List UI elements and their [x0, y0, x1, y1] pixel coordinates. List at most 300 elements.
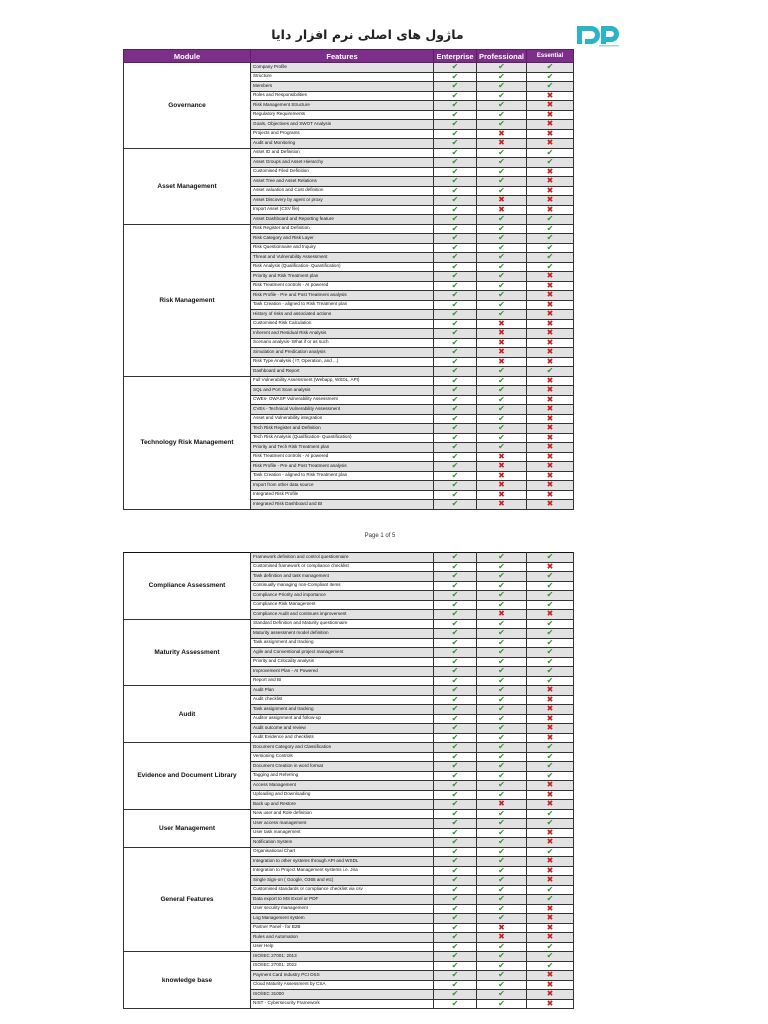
- enterprise-check-icon: ✔: [434, 424, 477, 434]
- essential-cross-icon: ✖: [527, 120, 574, 130]
- feature-name: Task assignment and tracking: [251, 638, 434, 648]
- enterprise-check-icon: ✔: [434, 129, 477, 139]
- page-number: Page 1 of 5: [364, 533, 396, 539]
- essential-cross-icon: ✖: [527, 686, 574, 696]
- enterprise-check-icon: ✔: [434, 828, 477, 838]
- professional-cross-icon: ✖: [477, 923, 527, 933]
- enterprise-column-header: Enterprise: [434, 50, 477, 63]
- professional-cross-icon: ✖: [477, 500, 527, 510]
- feature-name: Customised standards or compliance checklist via csv: [251, 885, 434, 895]
- feature-name: Priority and Criticality analysis: [251, 657, 434, 667]
- essential-check-icon: ✔: [527, 819, 574, 829]
- document-title: ماژول های اصلی نرم افزار دایا: [271, 27, 464, 42]
- feature-name: Task assignment and tracking: [251, 705, 434, 715]
- essential-check-icon: ✔: [527, 895, 574, 905]
- essential-check-icon: ✔: [527, 809, 574, 819]
- professional-check-icon: ✔: [477, 781, 527, 791]
- feature-name: Risk Treatment controls - AI powered: [251, 281, 434, 291]
- enterprise-check-icon: ✔: [434, 942, 477, 952]
- essential-cross-icon: ✖: [527, 876, 574, 886]
- feature-name: Continually managing non-Compliant items: [251, 581, 434, 591]
- feature-name: History of risks and associated actions: [251, 310, 434, 320]
- essential-check-icon: ✔: [527, 752, 574, 762]
- enterprise-check-icon: ✔: [434, 990, 477, 1000]
- essential-check-icon: ✔: [527, 148, 574, 158]
- essential-cross-icon: ✖: [527, 999, 574, 1009]
- feature-name: Log Management system: [251, 914, 434, 924]
- enterprise-check-icon: ✔: [434, 405, 477, 415]
- enterprise-check-icon: ✔: [434, 224, 477, 234]
- feature-name: Risk Register and Definition: [251, 224, 434, 234]
- feature-name: Payment Card Industry PCI DSS: [251, 971, 434, 981]
- professional-check-icon: ✔: [477, 695, 527, 705]
- essential-cross-icon: ✖: [527, 781, 574, 791]
- professional-check-icon: ✔: [477, 253, 527, 263]
- professional-check-icon: ✔: [477, 395, 527, 405]
- enterprise-check-icon: ✔: [434, 291, 477, 301]
- professional-cross-icon: ✖: [477, 800, 527, 810]
- professional-cross-icon: ✖: [477, 462, 527, 472]
- feature-name: Framework definition and control questionnaire: [251, 553, 434, 563]
- module-name: Compliance Assessment: [124, 553, 251, 620]
- feature-name: Priority and Risk Treatment plan: [251, 272, 434, 282]
- essential-cross-icon: ✖: [527, 272, 574, 282]
- professional-check-icon: ✔: [477, 971, 527, 981]
- feature-name: Risk Profile - Pre and Post Treatment analysis: [251, 462, 434, 472]
- enterprise-check-icon: ✔: [434, 762, 477, 772]
- professional-check-icon: ✔: [477, 591, 527, 601]
- essential-check-icon: ✔: [527, 743, 574, 753]
- enterprise-check-icon: ✔: [434, 243, 477, 253]
- enterprise-check-icon: ✔: [434, 771, 477, 781]
- professional-check-icon: ✔: [477, 110, 527, 120]
- module-name: Technology Risk Management: [124, 376, 251, 509]
- professional-check-icon: ✔: [477, 414, 527, 424]
- professional-check-icon: ✔: [477, 914, 527, 924]
- professional-check-icon: ✔: [477, 148, 527, 158]
- essential-check-icon: ✔: [527, 224, 574, 234]
- feature-name: Customised framework or compliance checklist: [251, 562, 434, 572]
- logo-p-shape: [601, 26, 619, 44]
- essential-check-icon: ✔: [527, 638, 574, 648]
- feature-name: Document Category and Classification: [251, 743, 434, 753]
- feature-name: Risk Analysis (Qualification- Quantification): [251, 262, 434, 272]
- feature-row: [124, 553, 574, 563]
- enterprise-check-icon: ✔: [434, 847, 477, 857]
- feature-name: Integration to Project Management systems i.e. Jira: [251, 866, 434, 876]
- feature-name: Integrated Risk Dashboard and BI: [251, 500, 434, 510]
- essential-check-icon: ✔: [527, 262, 574, 272]
- feature-name: Uploading and Downloading: [251, 790, 434, 800]
- enterprise-check-icon: ✔: [434, 348, 477, 358]
- professional-check-icon: ✔: [477, 272, 527, 282]
- feature-name: New user and Role definition: [251, 809, 434, 819]
- feature-row: [124, 952, 574, 962]
- professional-cross-icon: ✖: [477, 357, 527, 367]
- enterprise-check-icon: ✔: [434, 999, 477, 1009]
- enterprise-check-icon: ✔: [434, 319, 477, 329]
- essential-cross-icon: ✖: [527, 281, 574, 291]
- essential-cross-icon: ✖: [527, 500, 574, 510]
- feature-name: Risk Category and Risk Layer: [251, 234, 434, 244]
- professional-check-icon: ✔: [477, 819, 527, 829]
- professional-cross-icon: ✖: [477, 452, 527, 462]
- professional-check-icon: ✔: [477, 386, 527, 396]
- essential-cross-icon: ✖: [527, 562, 574, 572]
- feature-name: Asset Tree and Asset Relations: [251, 177, 434, 187]
- professional-check-icon: ✔: [477, 63, 527, 73]
- enterprise-check-icon: ✔: [434, 91, 477, 101]
- professional-check-icon: ✔: [477, 553, 527, 563]
- feature-name: Asset valuation and Cost definition: [251, 186, 434, 196]
- professional-cross-icon: ✖: [477, 205, 527, 215]
- feature-name: Organisational Chart: [251, 847, 434, 857]
- essential-cross-icon: ✖: [527, 110, 574, 120]
- essential-cross-icon: ✖: [527, 452, 574, 462]
- enterprise-check-icon: ✔: [434, 281, 477, 291]
- essential-check-icon: ✔: [527, 581, 574, 591]
- feature-name: Compliance Risk Management: [251, 600, 434, 610]
- essential-check-icon: ✔: [527, 942, 574, 952]
- essential-cross-icon: ✖: [527, 800, 574, 810]
- professional-check-icon: ✔: [477, 443, 527, 453]
- professional-cross-icon: ✖: [477, 490, 527, 500]
- enterprise-check-icon: ✔: [434, 733, 477, 743]
- essential-check-icon: ✔: [527, 234, 574, 244]
- feature-name: Improvement Plan - AI Powered: [251, 667, 434, 677]
- enterprise-check-icon: ✔: [434, 667, 477, 677]
- enterprise-check-icon: ✔: [434, 63, 477, 73]
- enterprise-check-icon: ✔: [434, 262, 477, 272]
- professional-check-icon: ✔: [477, 743, 527, 753]
- professional-cross-icon: ✖: [477, 196, 527, 206]
- module-name: Evidence and Document Library: [124, 743, 251, 810]
- feature-name: Tech Risk Register and Definition: [251, 424, 434, 434]
- professional-check-icon: ✔: [477, 234, 527, 244]
- essential-cross-icon: ✖: [527, 714, 574, 724]
- feature-name: Customised Risk Calculation: [251, 319, 434, 329]
- professional-check-icon: ✔: [477, 562, 527, 572]
- feature-name: CVEs - Technical Vulnerability Assessment: [251, 405, 434, 415]
- essential-cross-icon: ✖: [527, 167, 574, 177]
- enterprise-check-icon: ✔: [434, 158, 477, 168]
- enterprise-check-icon: ✔: [434, 234, 477, 244]
- feature-row: [124, 686, 574, 696]
- enterprise-check-icon: ✔: [434, 329, 477, 339]
- professional-check-icon: ✔: [477, 809, 527, 819]
- essential-cross-icon: ✖: [527, 857, 574, 867]
- essential-check-icon: ✔: [527, 961, 574, 971]
- module-name: Asset Management: [124, 148, 251, 224]
- essential-cross-icon: ✖: [527, 904, 574, 914]
- feature-name: Full Vulnerability Assessment (Webapp, WSDL, API): [251, 376, 434, 386]
- essential-cross-icon: ✖: [527, 705, 574, 715]
- enterprise-check-icon: ✔: [434, 110, 477, 120]
- enterprise-check-icon: ✔: [434, 120, 477, 130]
- enterprise-check-icon: ✔: [434, 500, 477, 510]
- module-name: Risk Management: [124, 224, 251, 376]
- professional-check-icon: ✔: [477, 724, 527, 734]
- feature-name: Task Creation - aligned to Risk Treatment plan: [251, 471, 434, 481]
- essential-cross-icon: ✖: [527, 338, 574, 348]
- enterprise-check-icon: ✔: [434, 800, 477, 810]
- feature-table-page-1: [123, 49, 574, 510]
- enterprise-check-icon: ✔: [434, 72, 477, 82]
- essential-cross-icon: ✖: [527, 357, 574, 367]
- essential-check-icon: ✔: [527, 847, 574, 857]
- feature-name: Asset Discovery by agent or proxy: [251, 196, 434, 206]
- enterprise-check-icon: ✔: [434, 705, 477, 715]
- feature-name: Risk Management Structure: [251, 101, 434, 111]
- feature-name: CWEs- OWASP Vulnerability Assessment: [251, 395, 434, 405]
- enterprise-check-icon: ✔: [434, 376, 477, 386]
- professional-cross-icon: ✖: [477, 610, 527, 620]
- feature-name: Simulation and Predication analysis: [251, 348, 434, 358]
- feature-row: [124, 63, 574, 73]
- enterprise-check-icon: ✔: [434, 139, 477, 149]
- professional-column-header: Professional: [477, 50, 527, 63]
- professional-check-icon: ✔: [477, 310, 527, 320]
- professional-check-icon: ✔: [477, 433, 527, 443]
- essential-cross-icon: ✖: [527, 101, 574, 111]
- essential-check-icon: ✔: [527, 72, 574, 82]
- enterprise-check-icon: ✔: [434, 895, 477, 905]
- enterprise-check-icon: ✔: [434, 272, 477, 282]
- professional-cross-icon: ✖: [477, 348, 527, 358]
- professional-check-icon: ✔: [477, 876, 527, 886]
- feature-name: User task management: [251, 828, 434, 838]
- enterprise-check-icon: ✔: [434, 619, 477, 629]
- enterprise-check-icon: ✔: [434, 809, 477, 819]
- essential-cross-icon: ✖: [527, 471, 574, 481]
- essential-cross-icon: ✖: [527, 405, 574, 415]
- enterprise-check-icon: ✔: [434, 101, 477, 111]
- feature-name: Compliance Audit and continues improvement: [251, 610, 434, 620]
- professional-check-icon: ✔: [477, 224, 527, 234]
- feature-name: Goals, Objectives and SWOT Analysis: [251, 120, 434, 130]
- enterprise-check-icon: ✔: [434, 357, 477, 367]
- essential-cross-icon: ✖: [527, 310, 574, 320]
- enterprise-check-icon: ✔: [434, 481, 477, 491]
- essential-check-icon: ✔: [527, 676, 574, 686]
- essential-check-icon: ✔: [527, 215, 574, 225]
- feature-name: Dashboard and Report: [251, 367, 434, 377]
- professional-check-icon: ✔: [477, 847, 527, 857]
- feature-row: [124, 809, 574, 819]
- module-name: Governance: [124, 63, 251, 149]
- essential-cross-icon: ✖: [527, 139, 574, 149]
- feature-name: Regulatory Requirements: [251, 110, 434, 120]
- feature-name: User Help: [251, 942, 434, 952]
- essential-cross-icon: ✖: [527, 490, 574, 500]
- essential-check-icon: ✔: [527, 629, 574, 639]
- enterprise-check-icon: ✔: [434, 253, 477, 263]
- professional-check-icon: ✔: [477, 405, 527, 415]
- professional-cross-icon: ✖: [477, 338, 527, 348]
- essential-check-icon: ✔: [527, 243, 574, 253]
- professional-check-icon: ✔: [477, 686, 527, 696]
- feature-name: NIST - Cybersecurity Framework: [251, 999, 434, 1009]
- professional-check-icon: ✔: [477, 980, 527, 990]
- enterprise-check-icon: ✔: [434, 980, 477, 990]
- professional-cross-icon: ✖: [477, 933, 527, 943]
- essential-cross-icon: ✖: [527, 481, 574, 491]
- feature-name: Back up and Restore: [251, 800, 434, 810]
- professional-cross-icon: ✖: [477, 481, 527, 491]
- essential-check-icon: ✔: [527, 619, 574, 629]
- enterprise-check-icon: ✔: [434, 686, 477, 696]
- enterprise-check-icon: ✔: [434, 648, 477, 658]
- essential-cross-icon: ✖: [527, 424, 574, 434]
- essential-cross-icon: ✖: [527, 971, 574, 981]
- professional-check-icon: ✔: [477, 120, 527, 130]
- professional-check-icon: ✔: [477, 961, 527, 971]
- feature-row: [124, 376, 574, 386]
- enterprise-check-icon: ✔: [434, 933, 477, 943]
- professional-cross-icon: ✖: [477, 129, 527, 139]
- feature-name: Asset and Vulnerability integration: [251, 414, 434, 424]
- feature-name: ISO/IEC 31000: [251, 990, 434, 1000]
- professional-check-icon: ✔: [477, 990, 527, 1000]
- feature-name: Scenario analysis- What if or as such: [251, 338, 434, 348]
- feature-name: Tech Risk Analysis (Qualification- Quantification): [251, 433, 434, 443]
- enterprise-check-icon: ✔: [434, 367, 477, 377]
- enterprise-check-icon: ✔: [434, 781, 477, 791]
- enterprise-check-icon: ✔: [434, 205, 477, 215]
- professional-check-icon: ✔: [477, 424, 527, 434]
- enterprise-check-icon: ✔: [434, 310, 477, 320]
- feature-name: Tagging and Referring: [251, 771, 434, 781]
- essential-check-icon: ✔: [527, 762, 574, 772]
- professional-check-icon: ✔: [477, 657, 527, 667]
- essential-check-icon: ✔: [527, 885, 574, 895]
- feature-name: Task definition and task management: [251, 572, 434, 582]
- enterprise-check-icon: ✔: [434, 657, 477, 667]
- enterprise-check-icon: ✔: [434, 971, 477, 981]
- professional-check-icon: ✔: [477, 904, 527, 914]
- enterprise-check-icon: ✔: [434, 167, 477, 177]
- enterprise-check-icon: ✔: [434, 695, 477, 705]
- enterprise-check-icon: ✔: [434, 629, 477, 639]
- professional-check-icon: ✔: [477, 771, 527, 781]
- enterprise-check-icon: ✔: [434, 923, 477, 933]
- professional-cross-icon: ✖: [477, 319, 527, 329]
- professional-check-icon: ✔: [477, 885, 527, 895]
- enterprise-check-icon: ✔: [434, 600, 477, 610]
- essential-cross-icon: ✖: [527, 433, 574, 443]
- essential-cross-icon: ✖: [527, 724, 574, 734]
- enterprise-check-icon: ✔: [434, 743, 477, 753]
- essential-cross-icon: ✖: [527, 914, 574, 924]
- essential-cross-icon: ✖: [527, 414, 574, 424]
- feature-name: Integration to other systems through API and WSDL: [251, 857, 434, 867]
- essential-cross-icon: ✖: [527, 610, 574, 620]
- feature-name: Import Asset (CSV file): [251, 205, 434, 215]
- feature-name: Partner Panel - for B2B: [251, 923, 434, 933]
- essential-cross-icon: ✖: [527, 205, 574, 215]
- professional-check-icon: ✔: [477, 91, 527, 101]
- feature-name: Roles and Responsibilities: [251, 91, 434, 101]
- feature-name: Asset Dashboard and Reporting feature: [251, 215, 434, 225]
- enterprise-check-icon: ✔: [434, 148, 477, 158]
- professional-check-icon: ✔: [477, 262, 527, 272]
- professional-check-icon: ✔: [477, 101, 527, 111]
- essential-cross-icon: ✖: [527, 386, 574, 396]
- enterprise-check-icon: ✔: [434, 572, 477, 582]
- enterprise-check-icon: ✔: [434, 443, 477, 453]
- essential-cross-icon: ✖: [527, 980, 574, 990]
- feature-name: Data export to MS Excel or PDF: [251, 895, 434, 905]
- table-header-row: [124, 50, 574, 63]
- essential-check-icon: ✔: [527, 253, 574, 263]
- feature-name: Maturity assessment model definition: [251, 629, 434, 639]
- essential-cross-icon: ✖: [527, 196, 574, 206]
- professional-check-icon: ✔: [477, 705, 527, 715]
- feature-row: [124, 148, 574, 158]
- logo-d-shape: [577, 26, 600, 44]
- feature-row: [124, 224, 574, 234]
- feature-name: Risk Profile - Pre and Post Treatment analysis: [251, 291, 434, 301]
- professional-cross-icon: ✖: [477, 329, 527, 339]
- enterprise-check-icon: ✔: [434, 177, 477, 187]
- feature-name: ISO/IEC 27001: 2013: [251, 952, 434, 962]
- professional-check-icon: ✔: [477, 790, 527, 800]
- feature-name: Asset ID and Definition: [251, 148, 434, 158]
- enterprise-check-icon: ✔: [434, 638, 477, 648]
- daya-logo: [573, 22, 623, 50]
- enterprise-check-icon: ✔: [434, 952, 477, 962]
- feature-name: Inherent and Residual Risk Analysis: [251, 329, 434, 339]
- feature-name: Single Sign-on ( Google, O365 and etc): [251, 876, 434, 886]
- professional-check-icon: ✔: [477, 367, 527, 377]
- professional-check-icon: ✔: [477, 752, 527, 762]
- feature-name: Task Creation - aligned to Risk Treatment plan: [251, 300, 434, 310]
- professional-check-icon: ✔: [477, 158, 527, 168]
- feature-name: Asset Groups and Asset Hierarchy: [251, 158, 434, 168]
- essential-cross-icon: ✖: [527, 395, 574, 405]
- feature-name: Compliance Priority and importance: [251, 591, 434, 601]
- professional-check-icon: ✔: [477, 629, 527, 639]
- essential-cross-icon: ✖: [527, 129, 574, 139]
- enterprise-check-icon: ✔: [434, 186, 477, 196]
- essential-cross-icon: ✖: [527, 838, 574, 848]
- feature-table-body: [124, 63, 574, 510]
- feature-row: [124, 847, 574, 857]
- essential-column-header: Essential: [527, 50, 574, 63]
- essential-cross-icon: ✖: [527, 291, 574, 301]
- professional-check-icon: ✔: [477, 281, 527, 291]
- feature-name: Risk Treatment controls - AI powered: [251, 452, 434, 462]
- feature-name: Integrated Risk Profile: [251, 490, 434, 500]
- enterprise-check-icon: ✔: [434, 553, 477, 563]
- essential-check-icon: ✔: [527, 63, 574, 73]
- feature-name: Versioning Controls: [251, 752, 434, 762]
- essential-check-icon: ✔: [527, 367, 574, 377]
- feature-name: SQL and Port Scan analysis: [251, 386, 434, 396]
- professional-check-icon: ✔: [477, 82, 527, 92]
- enterprise-check-icon: ✔: [434, 752, 477, 762]
- essential-cross-icon: ✖: [527, 990, 574, 1000]
- essential-check-icon: ✔: [527, 572, 574, 582]
- enterprise-check-icon: ✔: [434, 876, 477, 886]
- feature-name: Audit checklist: [251, 695, 434, 705]
- module-name: Audit: [124, 686, 251, 743]
- feature-name: Structure: [251, 72, 434, 82]
- enterprise-check-icon: ✔: [434, 82, 477, 92]
- enterprise-check-icon: ✔: [434, 338, 477, 348]
- enterprise-check-icon: ✔: [434, 196, 477, 206]
- feature-row: [124, 619, 574, 629]
